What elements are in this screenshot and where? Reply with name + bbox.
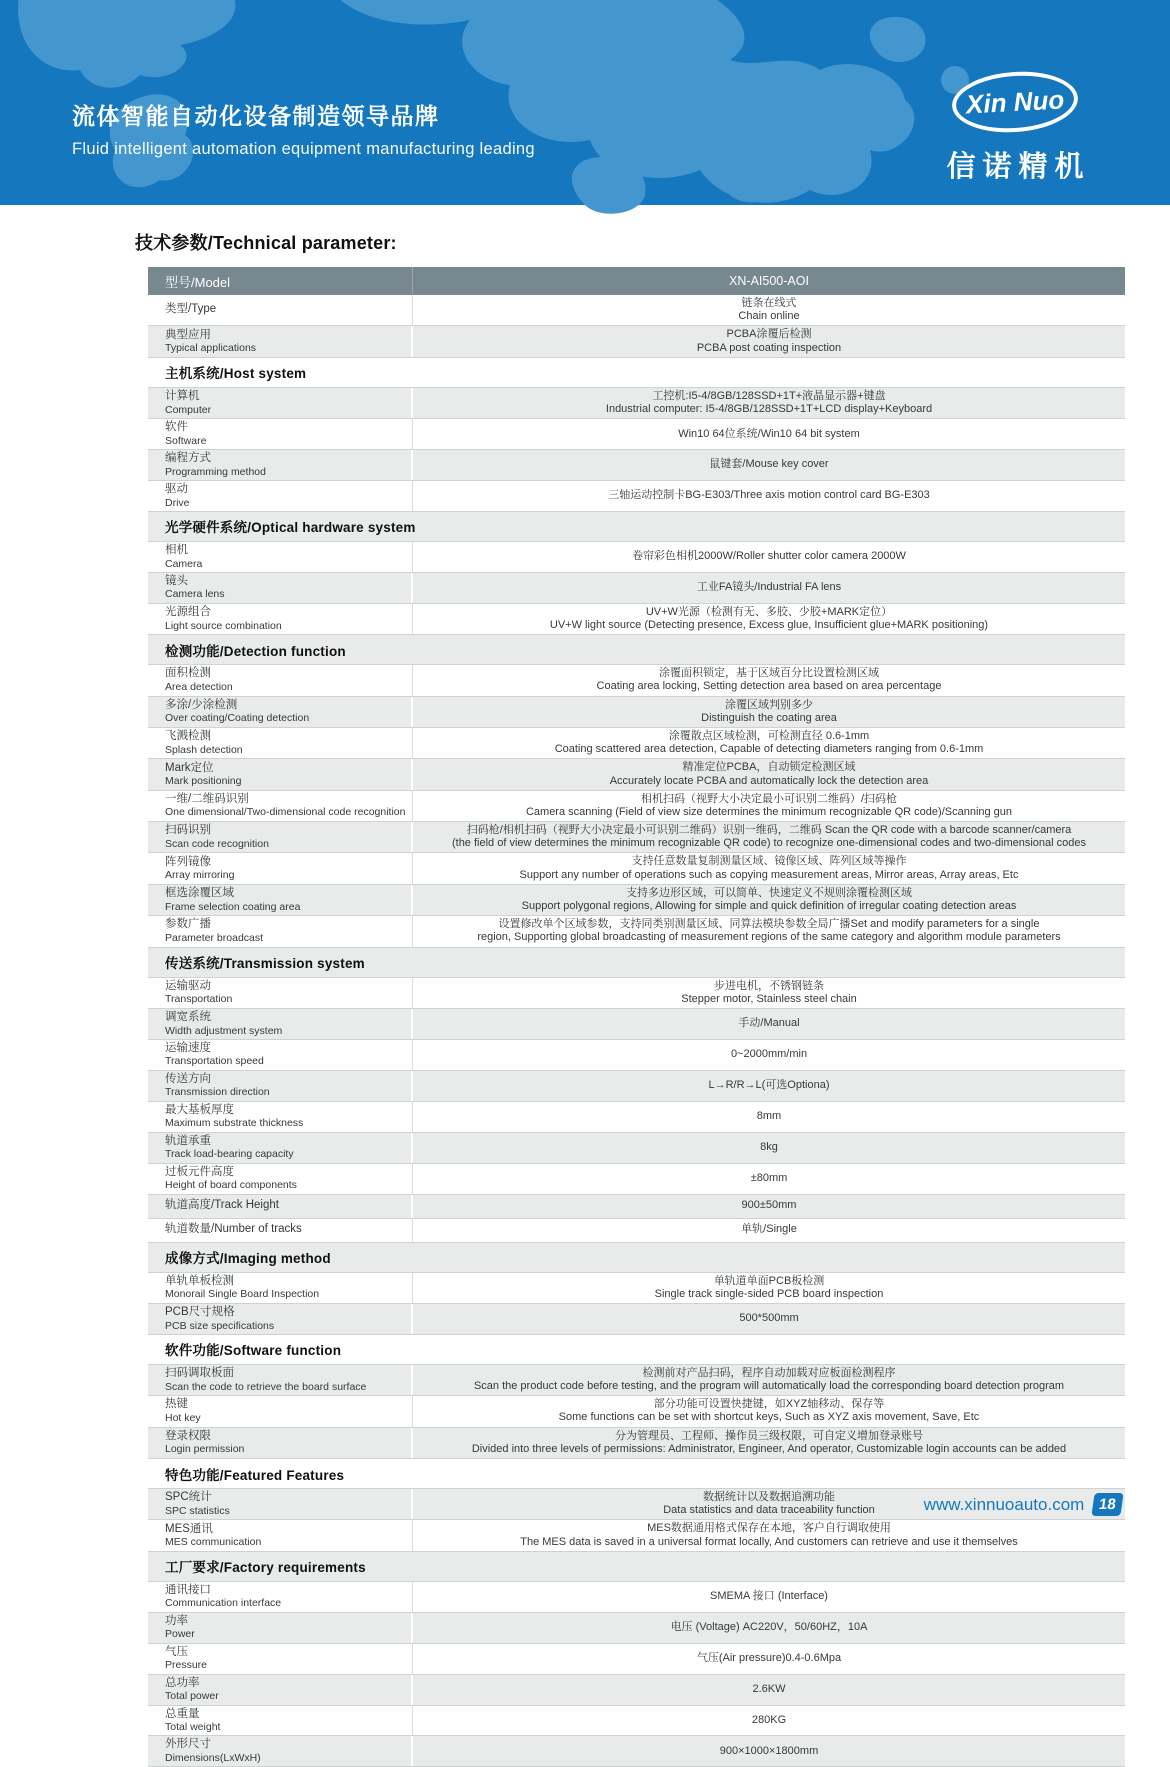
logo-text: Xin Nuo bbox=[965, 83, 1065, 120]
table-row bbox=[148, 697, 1125, 728]
top-banner bbox=[0, 0, 1170, 205]
table-row bbox=[148, 481, 1125, 512]
parameter-name-cell: 登录权限 Login permission bbox=[148, 1428, 413, 1458]
parameter-name-cell: SPC统计 SPC statistics bbox=[148, 1489, 413, 1519]
main-content bbox=[135, 229, 1125, 1767]
parameter-name-cell: 面积检测 Area detection bbox=[148, 665, 413, 695]
parameter-value-cell: Win10 64位系统/Win10 64 bit system bbox=[678, 427, 860, 440]
table-row bbox=[148, 1102, 1125, 1133]
spec-table bbox=[148, 267, 1125, 1767]
table-row bbox=[148, 388, 1125, 419]
parameter-name-cell: 运输驱动 Transportation bbox=[148, 978, 413, 1008]
section-title: 光学硬件系统/Optical hardware system bbox=[165, 520, 416, 536]
page-number-badge: 18 bbox=[1092, 1493, 1124, 1516]
parameter-value-cell: 900×1000×1800mm bbox=[719, 1744, 819, 1757]
parameter-name-cell: 调宽系统 Width adjustment system bbox=[148, 1009, 413, 1039]
section-title: 软件功能/Software function bbox=[165, 1343, 342, 1359]
parameter-value-cell: 部分功能可设置快捷键，如XYZ轴移动、保存等 Some functions can be set with shortcut keys, Such as XYZ axis movement, Save, Etc bbox=[558, 1398, 980, 1424]
section-title: 成像方式/Imaging method bbox=[165, 1251, 331, 1267]
parameter-value-cell: 气压(Air pressure)0.4-0.6Mpa bbox=[696, 1652, 842, 1664]
page-footer bbox=[924, 1493, 1122, 1516]
parameter-value-cell: 2.6KW bbox=[752, 1682, 786, 1695]
brand-name: 信诺精机 bbox=[946, 151, 1091, 183]
section-title: 传送系统/Transmission system bbox=[165, 956, 365, 972]
parameter-value-cell: 设置修改单个区域参数，支持同类别测量区域、同算法模块参数全局广播Set and modify parameters for a single region, Supporting global broadcasting of measurement regions of the same category and algorithm module parameters bbox=[477, 918, 1061, 944]
slogan-english: Fluid intelligent automation equipment manufacturing leading bbox=[72, 140, 535, 158]
section-header-row bbox=[148, 1552, 1125, 1582]
parameter-name-cell: MES通讯 MES communication bbox=[148, 1520, 413, 1550]
table-row bbox=[148, 1040, 1125, 1071]
parameter-name-cell: 总功率 Total power bbox=[148, 1675, 413, 1705]
table-row bbox=[148, 853, 1125, 884]
parameter-name-cell: 总重量 Total weight bbox=[148, 1706, 413, 1736]
parameter-value-cell: SMEMA 接口 (Interface) bbox=[710, 1590, 828, 1603]
table-row bbox=[148, 1706, 1125, 1737]
table-row bbox=[148, 978, 1125, 1009]
parameter-name-cell: 类型/Type bbox=[148, 295, 413, 325]
table-row bbox=[148, 1365, 1125, 1396]
parameter-value-cell: 支持任意数量复制测量区域、镜像区域、阵列区域等操作 Support any number of operations such as copying measurement areas, Mirror areas, Array areas, Etc bbox=[519, 855, 1019, 881]
parameter-name-cell: 运输速度 Transportation speed bbox=[148, 1040, 413, 1070]
parameter-value-cell: 手动/Manual bbox=[738, 1017, 800, 1030]
parameter-name-cell: 单轨单板检测 Monorail Single Board Inspection bbox=[148, 1273, 413, 1303]
parameter-name-cell: 光源组合 Light source combination bbox=[148, 604, 413, 634]
parameter-name-cell: 镜头 Camera lens bbox=[148, 573, 413, 603]
table-row bbox=[148, 1613, 1125, 1644]
table-row bbox=[148, 542, 1125, 573]
parameter-value-cell: 支持多边形区域，可以简单、快速定义不规则涂覆检测区域 Support polygonal regions, Allowing for simple and quick definition of irregular coating detection areas bbox=[521, 886, 1017, 912]
parameter-name-cell: 热键 Hot key bbox=[148, 1396, 413, 1426]
table-body bbox=[148, 295, 1125, 1767]
table-row bbox=[148, 791, 1125, 822]
parameter-value-cell: 单轨道单面PCB板检测 Single track single-sided PCB board inspection bbox=[654, 1274, 884, 1300]
table-row bbox=[148, 573, 1125, 604]
table-row bbox=[148, 1520, 1125, 1551]
model-value: XN-AI500-AOI bbox=[729, 274, 809, 288]
table-row bbox=[148, 916, 1125, 947]
parameter-value-cell: PCBA涂覆后检测 PCBA post coating inspection bbox=[696, 328, 842, 354]
table-row bbox=[148, 450, 1125, 481]
parameter-name-cell: 框选涂覆区域 Frame selection coating area bbox=[148, 885, 413, 915]
section-header-row bbox=[148, 635, 1125, 665]
parameter-value-cell: UV+W光源（检测有无、多胶、少胶+MARK定位） UV+W light source (Detecting presence, Excess glue, Insufficient glue+MARK positioning) bbox=[549, 605, 989, 631]
parameter-value-cell: 卷帘彩色相机2000W/Roller shutter color camera 2000W bbox=[632, 550, 906, 563]
parameter-name-cell: 传送方向 Transmission direction bbox=[148, 1071, 413, 1101]
parameter-name-cell: Mark定位 Mark positioning bbox=[148, 759, 413, 789]
parameter-value-cell: 相机扫码（视野大小决定最小可识别二维码）/扫码枪 Camera scanning (Field of view size determines the minimum recognizable QR code)/Scanning gun bbox=[525, 792, 1013, 818]
parameter-name-cell: 扫码调取板面 Scan the code to retrieve the board surface bbox=[148, 1365, 413, 1395]
table-row bbox=[148, 822, 1125, 853]
parameter-value-cell: 280KG bbox=[751, 1713, 787, 1726]
parameter-name-cell: 过板元件高度 Height of board components bbox=[148, 1164, 413, 1194]
parameter-value-cell: 900±50mm bbox=[741, 1199, 797, 1212]
parameter-value-cell: 鼠键套/Mouse key cover bbox=[709, 458, 829, 471]
section-header-row bbox=[148, 358, 1125, 388]
parameter-name-cell: 功率 Power bbox=[148, 1613, 413, 1643]
brand-logo bbox=[900, 72, 1130, 185]
table-row bbox=[148, 759, 1125, 790]
table-row bbox=[148, 1009, 1125, 1040]
table-row bbox=[148, 728, 1125, 759]
parameter-value-cell: 精准定位PCBA，自动锁定检测区域 Accurately locate PCBA and automatically lock the detection area bbox=[609, 761, 929, 787]
parameter-value-cell: 8mm bbox=[756, 1110, 782, 1123]
parameter-name-cell: 阵列镜像 Array mirroring bbox=[148, 853, 413, 883]
parameter-value-cell: 分为管理员、工程师、操作员三级权限，可自定义增加登录账号 Divided into three levels of permissions: Administrator, Engineer, And operator, Customizable login accounts can be added bbox=[471, 1429, 1067, 1455]
table-row bbox=[148, 419, 1125, 450]
table-row bbox=[148, 1644, 1125, 1675]
parameter-name-cell: 典型应用 Typical applications bbox=[148, 326, 413, 356]
parameter-name-cell: 通讯接口 Communication interface bbox=[148, 1582, 413, 1612]
table-row bbox=[148, 604, 1125, 635]
parameter-value-cell: 数据统计以及数据追溯功能 Data statistics and data traceability function bbox=[663, 1491, 875, 1517]
table-row bbox=[148, 1133, 1125, 1164]
parameter-value-cell: 扫码枪/相机扫码（视野大小决定最小可识别二维码）识别一维码，二维码 Scan the QR code with a barcode scanner/camera (the field of view determines the minimum recognizable QR code) to recognize one-dimensional codes and two-dimensional codes bbox=[451, 824, 1087, 850]
parameter-value-cell: 涂覆散点区域检测，可检测直径 0.6-1mm Coating scattered area detection, Capable of detecting diameters ranging from 0.6-1mm bbox=[554, 729, 984, 756]
table-row bbox=[148, 1582, 1125, 1613]
parameter-value-cell: 工业FA镜头/Industrial FA lens bbox=[696, 581, 842, 594]
banner-slogan bbox=[72, 98, 535, 159]
table-row bbox=[148, 1428, 1125, 1459]
parameter-value-cell: 0~2000mm/min bbox=[730, 1048, 808, 1061]
website-url: www.xinnuoauto.com bbox=[923, 1494, 1085, 1514]
table-header-row bbox=[148, 267, 1125, 295]
table-row bbox=[148, 1164, 1125, 1195]
parameter-value-cell: 工控机:I5-4/8GB/128SSD+1T+液晶显示器+键盘 Industrial computer: I5-4/8GB/128SSD+1T+LCD display+Keyboard bbox=[605, 389, 933, 415]
parameter-name-cell: 最大基板厚度 Maximum substrate thickness bbox=[148, 1102, 413, 1132]
section-title: 检测功能/Detection function bbox=[165, 643, 346, 659]
section-header-row bbox=[148, 512, 1125, 542]
parameter-value-cell: L→R/R→L(可选Optiona) bbox=[708, 1079, 830, 1092]
table-row bbox=[148, 295, 1125, 326]
table-row bbox=[148, 1219, 1125, 1243]
table-row bbox=[148, 326, 1125, 357]
parameter-value-cell: 500*500mm bbox=[739, 1312, 799, 1325]
table-row bbox=[148, 1304, 1125, 1335]
slogan-chinese: 流体智能自动化设备制造领导品牌 bbox=[72, 103, 440, 129]
parameter-name-cell: 参数广播 Parameter broadcast bbox=[148, 916, 413, 946]
parameter-name-cell: 软件 Software bbox=[148, 419, 413, 449]
table-row bbox=[148, 1273, 1125, 1304]
parameter-value-cell: 8kg bbox=[760, 1141, 778, 1154]
parameter-name-cell: PCB尺寸规格 PCB size specifications bbox=[148, 1304, 413, 1334]
table-row bbox=[148, 1071, 1125, 1102]
section-title: 特色功能/Featured Features bbox=[165, 1467, 345, 1483]
parameter-name-cell: 轨道承重 Track load-bearing capacity bbox=[148, 1133, 413, 1163]
model-label: 型号/Model bbox=[148, 267, 413, 295]
section-header-row bbox=[148, 1459, 1125, 1489]
table-row bbox=[148, 1396, 1125, 1427]
table-row bbox=[148, 1736, 1125, 1767]
xinnuo-logo-icon bbox=[950, 68, 1080, 137]
parameter-value-cell: 涂覆区域判别多少 Distinguish the coating area bbox=[701, 698, 837, 724]
parameter-value-cell: MES数据通用格式保存在本地，客户自行调取使用 The MES data is saved in a universal format locally, And customers can retrieve and use it themselves bbox=[520, 1522, 1018, 1548]
table-row bbox=[148, 1675, 1125, 1706]
parameter-name-cell: 一维/二维码识别 One dimensional/Two-dimensional code recognition bbox=[148, 791, 413, 821]
parameter-value-cell: 涂覆面积锁定，基于区域百分比设置检测区域 Coating area locking, Setting detection area based on area percentage bbox=[596, 667, 942, 693]
parameter-name-cell: 计算机 Computer bbox=[148, 388, 413, 418]
parameter-name-cell: 相机 Camera bbox=[148, 542, 413, 572]
parameter-name-cell: 编程方式 Programming method bbox=[148, 450, 413, 480]
table-row bbox=[148, 885, 1125, 916]
table-row bbox=[148, 1195, 1125, 1219]
parameter-name-cell: 轨道数量/Number of tracks bbox=[148, 1219, 413, 1242]
parameter-name-cell: 气压 Pressure bbox=[148, 1644, 413, 1674]
table-row bbox=[148, 665, 1125, 696]
parameter-name-cell: 驱动 Drive bbox=[148, 481, 413, 511]
parameter-name-cell: 轨道高度/Track Height bbox=[148, 1195, 413, 1218]
section-header-row bbox=[148, 1243, 1125, 1273]
parameter-value-cell: 单轨/Single bbox=[741, 1223, 797, 1236]
parameter-value-cell: ±80mm bbox=[750, 1172, 788, 1184]
section-title: 主机系统/Host system bbox=[165, 366, 307, 382]
parameter-name-cell: 多涂/少涂检测 Over coating/Coating detection bbox=[148, 697, 413, 727]
parameter-value-cell: 三轴运动控制卡BG-E303/Three axis motion control card BG-E303 bbox=[608, 489, 930, 502]
parameter-value-cell: 链条在线式 Chain online bbox=[738, 297, 800, 323]
parameter-name-cell: 扫码识别 Scan code recognition bbox=[148, 822, 413, 852]
section-title: 工厂要求/Factory requirements bbox=[165, 1560, 366, 1576]
parameter-value-cell: 步进电机，不锈钢链条 Stepper motor, Stainless steel chain bbox=[681, 979, 857, 1005]
parameter-name-cell: 外形尺寸 Dimensions(LxWxH) bbox=[148, 1736, 413, 1766]
parameter-name-cell: 飞溅检测 Splash detection bbox=[148, 728, 413, 758]
page-title: 技术参数/Technical parameter: bbox=[135, 233, 397, 253]
section-header-row bbox=[148, 948, 1125, 978]
parameter-value-cell: 检测前对产品扫码，程序自动加载对应板面检测程序 Scan the product code before testing, and the program will automatically load the corresponding board detection program bbox=[473, 1366, 1065, 1393]
parameter-value-cell: 电压 (Voltage) AC220V，50/60HZ，10A bbox=[670, 1621, 868, 1634]
section-header-row bbox=[148, 1335, 1125, 1365]
